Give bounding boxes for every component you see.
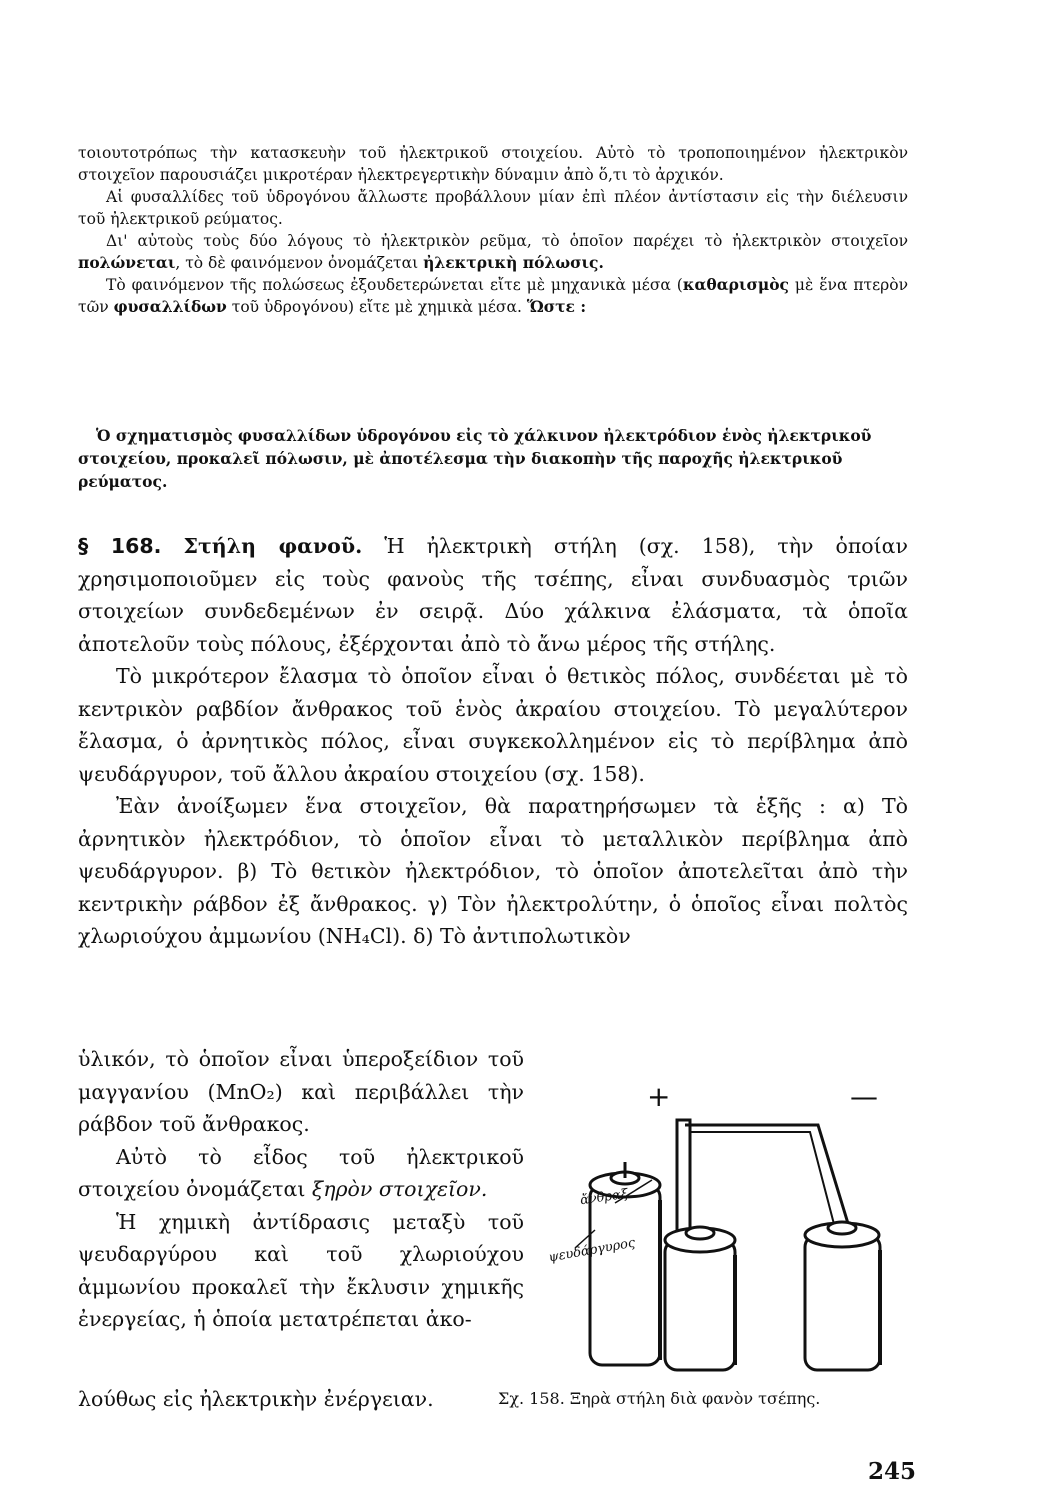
text-span: Τὸ φαινόμενον τῆς πολώσεως ἐξουδετερώνεται εἴτε μὲ μηχανικὰ μέσα ( [106, 276, 683, 294]
text-span: Δι' αὐτοὺς τοὺς δύο λόγους τὸ ἠλεκτρικὸν ρεῦμα, τὸ ὁποῖον παρέχει τὸ ἠλεκτρικὸν στοιχεῖον [106, 232, 908, 250]
section-paragraph-3: Ἐὰν ἀνοίξωμεν ἕνα στοιχεῖον, θὰ παρατηρήσωμεν τὰ ἑξῆς : α) Τὸ ἀρνητικὸν ἠλεκτρόδιον, τὸ ὁποῖον εἶναι τὸ μεταλλικὸν περίβλημα ἀπὸ ψευδάργυρον. β) Τὸ θετικὸν ἠλεκτρόδιον, τὸ ὁποῖον ἀποτελεῖται ἀπὸ τὴν κεντρικὴν ράβδον ἐξ ἄνθρακος. γ) Τὸν ἠλεκτρολύτην, ὁ ὁποῖος εἶναι πολτὸς χλωριούχου ἀμμωνίου (NH₄Cl). δ) Τὸ ἀντιπολωτικὸν [78, 794, 908, 948]
bold-term: φυσαλλίδων [113, 297, 227, 316]
section-paragraph-3-cont: ὑλικόν, τὸ ὁποῖον εἶναι ὑπεροξείδιον τοῦ μαγγανίου (MnO₂) καὶ περιβάλλει τὴν ράβδον τοῦ ἄνθρακος. [78, 1047, 524, 1136]
page-number: 245 [868, 1458, 917, 1485]
positive-terminal-strip [677, 1120, 690, 1240]
section-paragraph-2: Τὸ μικρότερον ἔλασμα τὸ ὁποῖον εἶναι ὁ θετικὸς πόλος, συνδέεται μὲ τὸ κεντρικὸν ραβδίον ἄνθρακος τοῦ ἑνὸς ἀκραίου στοιχείου. Τὸ μεγαλύτερον ἔλασμα, ὁ ἀρνητικὸς πόλος, εἶναι συγκεκολλημένον εἰς τὸ περίβλημα ἀπὸ ψευδάργυρον, τοῦ ἄλλου ἀκραίου στοιχείου (σχ. 158). [78, 664, 908, 786]
negative-terminal-strip [685, 1125, 850, 1230]
italic-term: ξηρὸν στοιχεῖον. [311, 1177, 488, 1201]
positive-pole-label: + [647, 1080, 671, 1113]
section-mark: § 168. [78, 534, 162, 558]
section-168 [78, 530, 908, 953]
figure-caption: Σχ. 158. Ξηρὰ στήλη διὰ φανὸν τσέπης. [498, 1389, 821, 1408]
section-paragraph-1 [78, 530, 908, 660]
intro-paragraph-2: Αἱ φυσαλλίδες τοῦ ὑδρογόνου ἄλλωστε προβάλλουν μίαν ἐπὶ πλέον ἀντίστασιν εἰς τὴν διέλευσιν τοῦ ἠλεκτρικοῦ ρεύματος. [78, 188, 908, 228]
section-last-line: λούθως εἰς ἠλεκτρικὴν ἐνέργειαν. [78, 1387, 434, 1411]
dry-battery-figure [540, 1080, 910, 1380]
zinc-label: ψευδάργυρος [547, 1235, 637, 1266]
text-span: Αὐτὸ τὸ εἶδος τοῦ ἠλεκτρικοῦ στοιχείου ὀνομάζεται [78, 1144, 524, 1201]
section-paragraph-5: Ἡ χημικὴ ἀντίδρασις μεταξὺ τοῦ ψευδαργύρου καὶ τοῦ χλωριούχου ἀμμωνίου προκαλεῖ τὴν ἔκλυσιν χημικῆς ἐνεργείας, ἡ ὁποία μετατρέπεται ἀκο- [78, 1209, 524, 1331]
text-span: Ἡ ἠλεκτρικὴ στήλη (σχ. 158), τὴν ὁποίαν χρησιμοποιοῦμεν εἰς τοὺς φανοὺς τῆς τσέπης, εἶναι συνδυασμὸς τριῶν στοιχείων συνδεδεμένων ἐν σειρᾷ. Δύο χάλκινα ἐλάσματα, τὰ ὁποῖα ἀποτελοῦν τοὺς πόλους, ἐξέρχονται ἀπὸ τὸ ἄνω μέρος τῆς στήλης. [78, 534, 908, 656]
text-span: μὲ ἕνα πτερὸν τῶν [78, 276, 908, 316]
rule-statement: Ὁ σχηματισμὸς φυσαλλίδων ὑδρογόνου εἰς τὸ χάλκινον ἠλεκτρόδιον ἑνὸς ἠλεκτρικοῦ στοιχείου, προκαλεῖ πόλωσιν, μὲ ἀποτέλεσμα τὴν διακοπὴν τῆς παροχῆς ἠλεκτρικοῦ ρεύματος. [78, 426, 872, 491]
bold-term: πολώνεται [78, 253, 176, 272]
bold-term: Ὥστε : [526, 297, 587, 316]
section-paragraph-4 [78, 1141, 524, 1206]
carbon-label: ἄνθραξ [579, 1186, 629, 1209]
text-span: , τὸ δὲ φαινόμενον ὀνομάζεται [175, 254, 424, 272]
negative-terminal-strip-inner [690, 1132, 835, 1228]
text-span: τοῦ ὑδρογόνου) εἴτε μὲ χημικὰ μέσα. [226, 298, 527, 316]
bold-term: ἠλεκτρικὴ πόλωσις. [423, 253, 604, 272]
narrow-column [78, 1043, 524, 1336]
battery-cell-2 [665, 1227, 735, 1370]
negative-pole-label: — [850, 1080, 878, 1113]
bold-term: καθαρισμὸς [682, 275, 789, 294]
intro-text-block [78, 142, 908, 318]
intro-paragraph-4 [78, 274, 908, 318]
intro-paragraph-3 [78, 230, 908, 274]
battery-cell-3 [805, 1222, 880, 1370]
intro-paragraph-1: τοιουτοτρόπως τὴν κατασκευὴν τοῦ ἠλεκτρικοῦ στοιχείου. Αὐτὸ τὸ τροποποιημένον ἠλεκτρικὸν στοιχεῖον παρουσιάζει μικροτέραν ἠλεκτρεγερτικὴν δύναμιν ἀπὸ ὅ,τι τὸ ἀρχικόν. [78, 144, 908, 184]
section-title: Στήλη φανοῦ. [183, 534, 363, 558]
